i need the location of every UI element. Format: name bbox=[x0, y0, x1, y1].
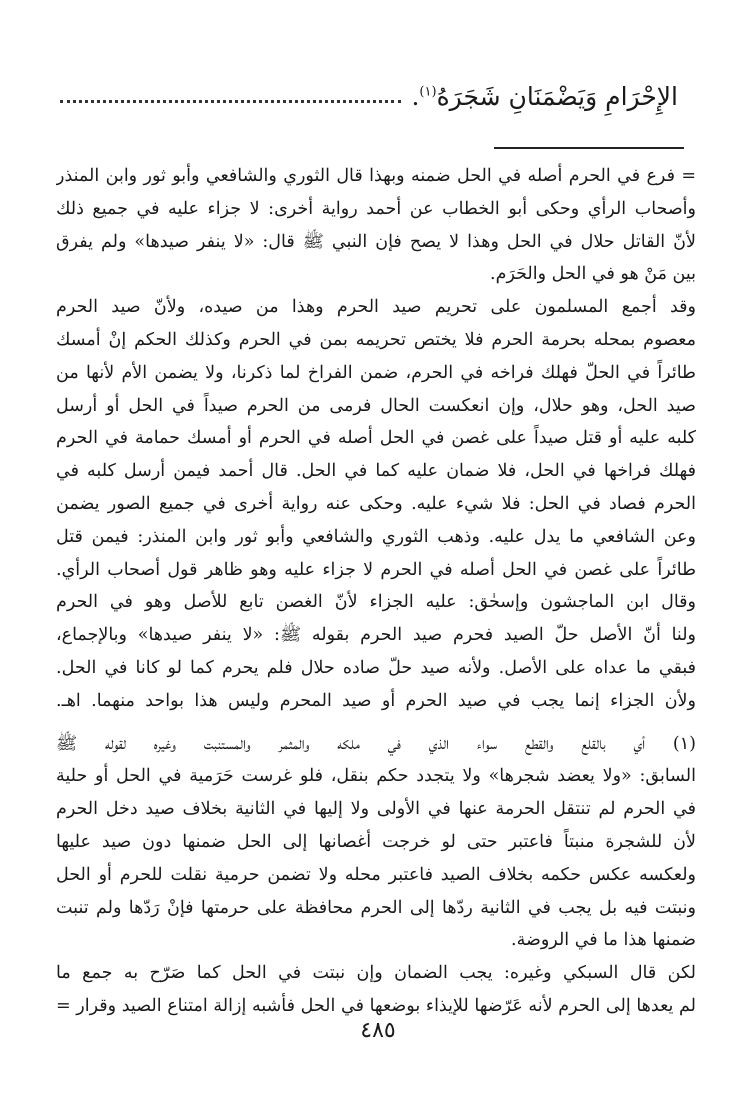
main-text bbox=[56, 160, 696, 1023]
text-line: الحرم فصاد في الحل: فلا شيء عليه. وحكى عنه رواية أخرى في جميع الصور يضمن bbox=[56, 493, 696, 514]
footnote-line: (١) أي بالقلع والقطع سواء الذي في ملكه والمثمر والمستنبت وغيره لقوله ﷺ bbox=[56, 733, 696, 754]
header-title-text: الإِحْرَامِ وَيَضْمَنَانِ شَجَرَهُ bbox=[436, 81, 678, 111]
footnote-line: ولعكسه عكس حكمه بخلاف الصيد فاعتبر محله ولا تضمن حرمية نقلت للحرم أو الحل bbox=[56, 864, 696, 885]
footnote-line: السابق: «ولا يعضد شجرها» ولا يتجدد حكم بنقل، فلو غرست حَرَمية في الحل أو حلية bbox=[56, 766, 696, 787]
text-line: = فرع في الحرم أصله في الحل ضمنه وبهذا قال الثوري والشافعي وأبو ثور وابن المنذر bbox=[56, 166, 696, 186]
text-line: وعن الشافعي ما يدل عليه. وذهب الثوري والشافعي وأبو ثور وابن المنذر: فيمن قتل bbox=[56, 526, 696, 547]
text-line: ولنا أنّ الأصل حلّ الصيد فحرم صيد الحرم بقوله ﷺ: «لا ينفر صيدها» وبالإجماع، bbox=[56, 625, 696, 646]
text-line: فبقي ما عداه على الأصل. ولأنه صيد حلّ صاده حلال فلم يحرم كما لو كانا في الحل. bbox=[56, 657, 696, 678]
header-title bbox=[411, 81, 678, 111]
footnote-line: ضمنها هذا ما في الروضة. bbox=[511, 930, 696, 951]
text-line: طائراً على غصن في الحل أصله في الحرم لا جزاء عليه وهو ظاهر قول أصحاب الرأي. bbox=[56, 559, 696, 580]
footnote-gap bbox=[56, 718, 696, 728]
text-line: فهلك فراخها في الحل، فلا ضمان عليه كما في الحل. قال أحمد فيمن أرسل كلبه في bbox=[56, 461, 696, 482]
footnote-line: لأن للشجرة منبتاً فاعتبر حتى لو خرجت أغصانها إلى الحل ضمنها دون صيد عليها bbox=[56, 831, 696, 852]
header-footnote-ref: (١) bbox=[419, 84, 437, 100]
text-line: وقال ابن الماجشون وإسحٰق: عليه الجزاء لأنّ الغصن تابع للأصل وهو في الحرم bbox=[56, 592, 696, 613]
footnote-line: ونبتت فيه بل يجب في الثانية ردّها إلى الحرم محافظة على حرمتها فإنْ رَدّها ولم تنبت bbox=[56, 897, 696, 918]
footnote-line: في الحرم لم تنتقل الحرمة عنها في الأولى ولا إليها في الثانية بخلاف صيد دخل الحرم bbox=[56, 799, 696, 820]
page-number: ٤٨٥ bbox=[360, 1018, 396, 1043]
text-line: طائراً في الحلّ فهلك فراخه في الحرم، ضمن الفراخ لما ذكرنا، ولا يضمن الأم لأنها من bbox=[56, 362, 696, 383]
running-header bbox=[60, 78, 678, 114]
footnote-line: لكن قال السبكي وغيره: يجب الضمان وإن نبتت في الحل كما صَرّح به جمع ما bbox=[56, 963, 696, 984]
header-dotted-leader bbox=[60, 100, 401, 103]
text-line: وأصحاب الرأي وحكى أبو الخطاب عن أحمد رواية أخرى: لا جزاء عليه في جميع ذلك bbox=[56, 198, 696, 219]
header-divider bbox=[494, 147, 684, 149]
text-line: معصوم بمحله بحرمة الحرم فلا يختص تحريمه بمن في الحرم وكذلك الحكم إنْ أمسك bbox=[56, 329, 696, 350]
text-line: بين مَنْ هو في الحل والحَرَم. bbox=[490, 264, 696, 285]
text-line: كلبه عليه أو قتل صيداً على غصن في الحل أصله في الحرم أو أمسك حمامة في الحرم bbox=[56, 428, 696, 449]
text-line: ولأن الجزاء إنما يجب في صيد الحرم أو صيد المحرم وليس هذا بواحد منهما. اهـ. bbox=[56, 690, 696, 711]
header-trail: . bbox=[411, 81, 420, 111]
text-line: صيد الحل، وهو حلال، وإن انعكست الحال فرمى من الحرم صيداً في الحل أو أرسل bbox=[56, 395, 696, 416]
text-line: لأنّ القاتل حلال في الحل وهذا لا يصح فإن النبي ﷺ قال: «لا ينفر صيدها» ولم يفرق bbox=[56, 231, 696, 252]
footnote-line: لم يعدها إلى الحرم لأنه عَرّضها للإيذاء بوضعها في الحل فأشبه إزالة امتناع الصيد وقرار = bbox=[56, 995, 696, 1016]
text-line: وقد أجمع المسلمون على تحريم صيد الحرم وهذا من صيده، ولأنّ صيد الحرم bbox=[56, 297, 696, 318]
